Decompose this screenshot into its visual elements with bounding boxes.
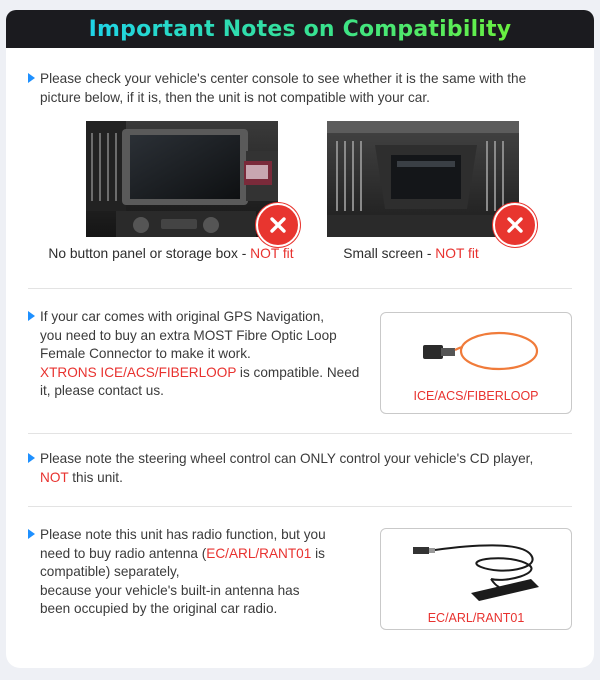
note-text: Please note the steering wheel control can ONLY control your vehicle's CD player, (40, 451, 534, 466)
bullet-arrow-icon (28, 453, 35, 463)
page-title: Important Notes on Compatibility (88, 16, 512, 42)
product-code-link: EC/ARL/RANT01 (206, 545, 312, 561)
image-caption-2 (336, 246, 486, 261)
antenna-product-box (380, 528, 572, 630)
note-text: is (311, 545, 325, 561)
console-photo-1 (86, 121, 278, 237)
product-label: ICE/ACS/FIBERLOOP (413, 389, 539, 403)
note-console-check (28, 70, 576, 107)
note-text: Female Connector to make it work. (40, 346, 251, 361)
close-icon (493, 203, 537, 247)
product-code-link: XTRONS ICE/ACS/FIBERLOOP (40, 364, 237, 380)
status-not-fit: NOT fit (250, 246, 294, 261)
header-bar (6, 10, 594, 48)
antenna-image (411, 535, 561, 609)
note-text: been occupied by the original car radio. (40, 601, 278, 616)
note-text: is compatible. Need (236, 364, 360, 380)
fiber-loop-product-box (380, 312, 572, 414)
bullet-arrow-icon (28, 529, 35, 539)
divider (28, 506, 572, 507)
note-text: need to buy radio antenna ( (40, 545, 207, 561)
close-icon (256, 203, 300, 247)
divider (28, 433, 572, 434)
note-text: you need to buy an extra MOST Fibre Optic Loop (40, 327, 337, 343)
note-text: it, please contact us. (40, 383, 164, 398)
note-steering-wheel (28, 450, 576, 487)
note-radio-antenna (28, 526, 368, 619)
caption-text: No button panel or storage box - (48, 246, 251, 261)
note-text: picture below, if it is, then the unit is not compatible with your car. (40, 89, 430, 105)
note-text: Please note this unit has radio function, but you (40, 527, 326, 542)
note-text: because your vehicle's built-in antenna has (40, 582, 300, 598)
console-photo-2 (327, 121, 519, 237)
notes-card (6, 48, 594, 668)
note-text: this unit. (68, 469, 123, 485)
note-gps-navigation (28, 308, 368, 401)
divider (28, 288, 572, 289)
caption-text: Small screen - (343, 246, 436, 261)
image-caption-1 (26, 246, 316, 261)
warning-text: NOT (40, 469, 69, 485)
note-text: compatible) separately, (40, 564, 180, 579)
status-not-fit: NOT fit (435, 246, 479, 261)
product-label: EC/ARL/RANT01 (427, 611, 525, 625)
bullet-arrow-icon (28, 73, 35, 83)
bullet-arrow-icon (28, 311, 35, 321)
note-text: Please check your vehicle's center console to see whether it is the same with the (40, 71, 527, 86)
fiber-loop-image (421, 325, 541, 375)
note-text: If your car comes with original GPS Navigation, (40, 309, 325, 324)
